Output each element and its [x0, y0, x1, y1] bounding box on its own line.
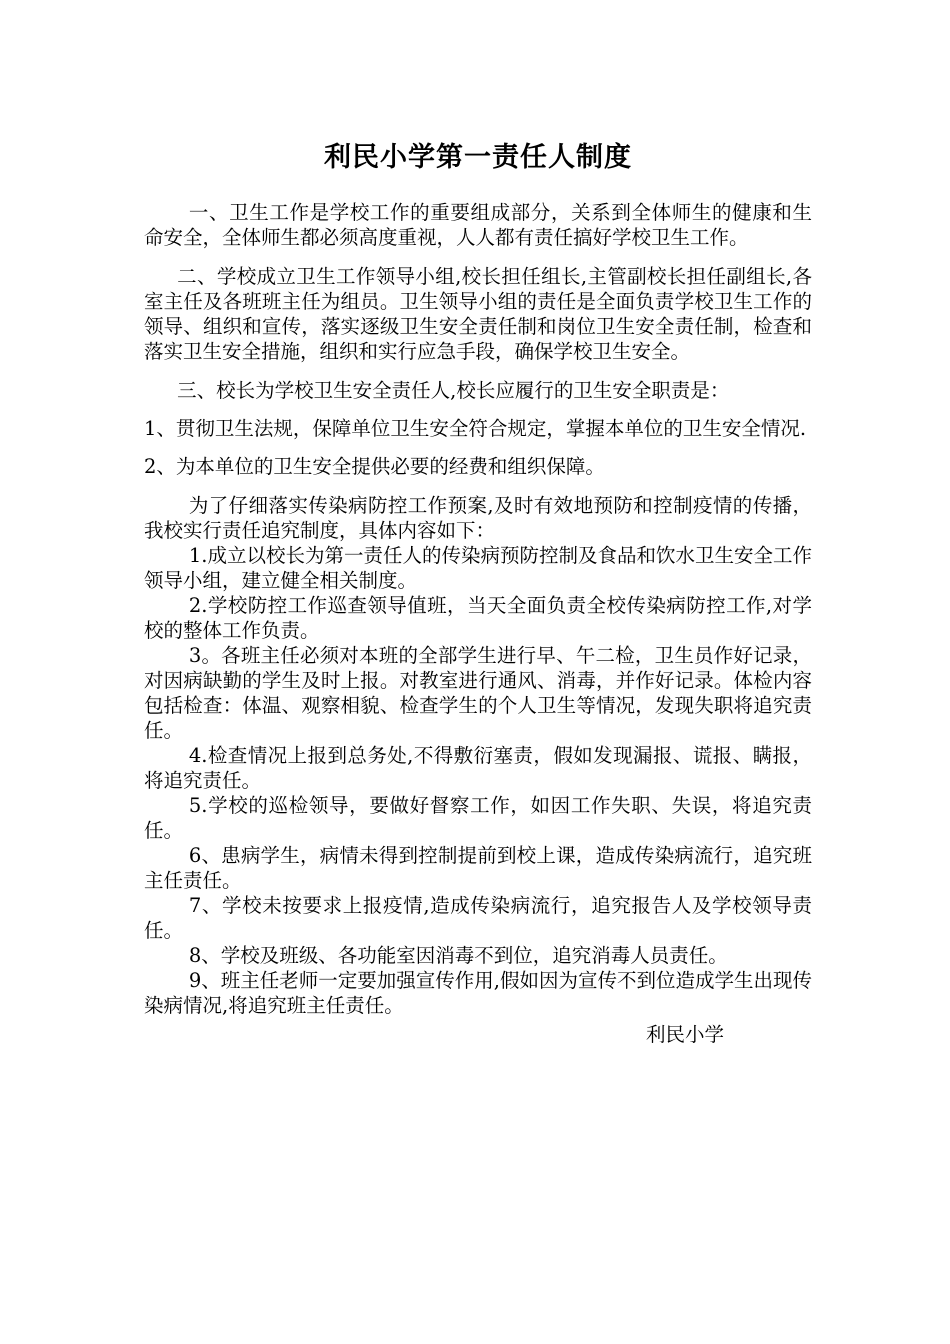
- signature: 利民小学: [645, 1023, 724, 1046]
- list-item: 3。各班主任必须对本班的全部学生进行早、午二检，卫生员作好记录，对因病缺勤的学生及时上报。对教室进行通风、消毒，并作好记录。体检内容包括检查：体温、观察相貌、检查学生的个人卫生等情况，发现失职将追究责任。: [144, 644, 812, 742]
- list-item: 4.检查情况上报到总务处,不得敷衍塞责，假如发现漏报、谎报、瞒报，将追究责任。: [144, 744, 812, 792]
- document-title: 利民小学第一责任人制度: [324, 142, 632, 173]
- intro-paragraph: 为了仔细落实传染病防控工作预案,及时有效地预防和控制疫情的传播，我校实行责任追究制度，具体内容如下：: [144, 494, 812, 542]
- list-item: 7、学校未按要求上报疫情,造成传染病流行，追究报告人及学校领导责任。: [144, 894, 812, 942]
- paragraph-4: 1、贯彻卫生法规，保障单位卫生安全符合规定，掌握本单位的卫生安全情况.: [144, 417, 807, 440]
- paragraph-2: 二、学校成立卫生工作领导小组,校长担任组长,主管副校长担任副组长,各室主任及各班班主任为组员。卫生领导小组的责任是全面负责学校卫生工作的领导、组织和宣传，落实逐级卫生安全责任制和岗位卫生安全责任制，检查和落实卫生安全措施，组织和实行应急手段，确保学校卫生安全。: [144, 265, 812, 363]
- paragraph-5: 2、为本单位的卫生安全提供必要的经费和组织保障。: [144, 455, 605, 478]
- list-item: 1.成立以校长为第一责任人的传染病预防控制及食品和饮水卫生安全工作领导小组，建立健全相关制度。: [144, 544, 812, 592]
- list-item: 8、学校及班级、各功能室因消毒不到位，追究消毒人员责任。: [188, 944, 728, 967]
- list-item: 6、患病学生，病情未得到控制提前到校上课，造成传染病流行，追究班主任责任。: [144, 844, 812, 892]
- paragraph-1: 一、卫生工作是学校工作的重要组成部分，关系到全体师生的健康和生命安全，全体师生都必须高度重视，人人都有责任搞好学校卫生工作。: [144, 201, 812, 249]
- list-item: 5.学校的巡检领导，要做好督察工作，如因工作失职、失误，将追究责任。: [144, 794, 812, 842]
- list-item: 9、班主任老师一定要加强宣传作用,假如因为宣传不到位造成学生出现传染病情况,将追究班主任责任。: [144, 969, 812, 1017]
- list-item: 2.学校防控工作巡查领导值班，当天全面负责全校传染病防控工作,对学校的整体工作负责。: [144, 594, 812, 642]
- document-page: [144, 138, 812, 1047]
- paragraph-3: 三、校长为学校卫生安全责任人,校长应履行的卫生安全职责是：: [177, 379, 730, 402]
